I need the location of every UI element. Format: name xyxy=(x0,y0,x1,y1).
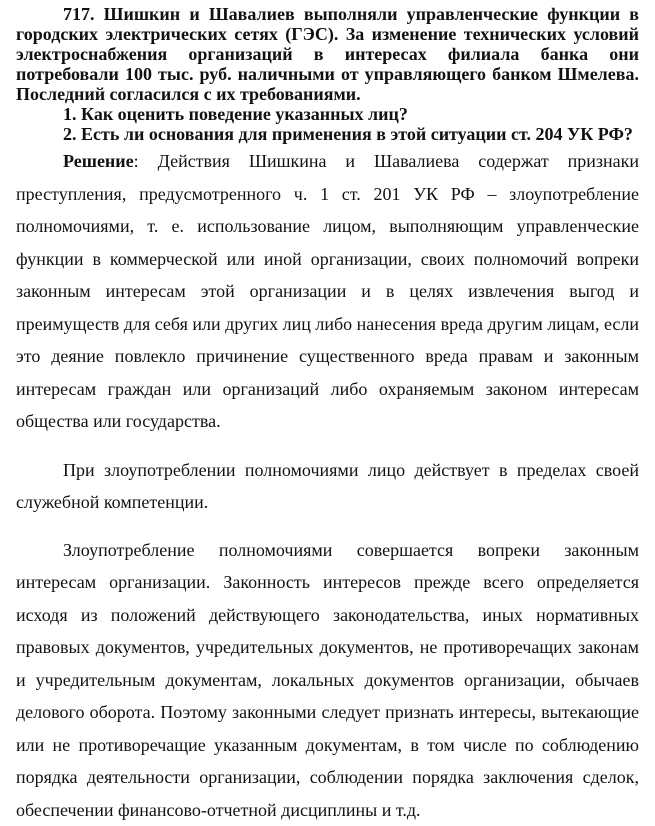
task-statement: 717. Шишкин и Шавалиев выполняли управленческие функции в городских электрических сетях (ГЭС). За изменение технических условий электроснабжения организаций в интересах филиала банка они потребовали 100 тыс. руб. наличными от управляющего банком Шмелева. Последний согласился с их требованиями. xyxy=(16,0,639,104)
solution-paragraph-2: При злоупотреблении полномочиями лицо действует в пределах своей служебной компетенции. xyxy=(16,454,639,519)
solution-paragraph-1 xyxy=(16,145,639,438)
solution-paragraph-1-text: : Действия Шишкина и Шавалиева содержат признаки преступления, предусмотренного ч. 1 ст. 201 УК РФ – злоупотребление полномочиями, т. е. использование лицом, выполняющим управленческие функции в коммерческой или иной организации, своих полномочий вопреки законным интересам этой организации и в целях извлечения выгод и преимуществ для себя или других лиц либо нанесения вреда другим лицам, если это деяние повлекло причинение существенного вреда правам и законным интересам граждан или организаций либо охраняемым законом интересам общества или государства. xyxy=(16,151,639,431)
document-page xyxy=(16,0,639,826)
solution-label: Решение xyxy=(63,151,134,171)
question-1: 1. Как оценить поведение указанных лиц? xyxy=(16,104,639,124)
question-2: 2. Есть ли основания для применения в этой ситуации ст. 204 УК РФ? xyxy=(16,124,639,144)
solution-paragraph-3: Злоупотребление полномочиями совершается вопреки законным интересам организации. Законность интересов прежде всего определяется исходя из положений действующего законодательства, иных нормативных правовых документов, учредительных документов, не противоречащих законам и учредительным документам, локальных документов организации, обычаев делового оборота. Поэтому законными следует признать интересы, вытекающие или не противоречащие указанным документам, в том числе по соблюдению порядка деятельности организации, соблюдении порядка заключения сделок, обеспечении финансово-отчетной дисциплины и т.д. xyxy=(16,534,639,826)
